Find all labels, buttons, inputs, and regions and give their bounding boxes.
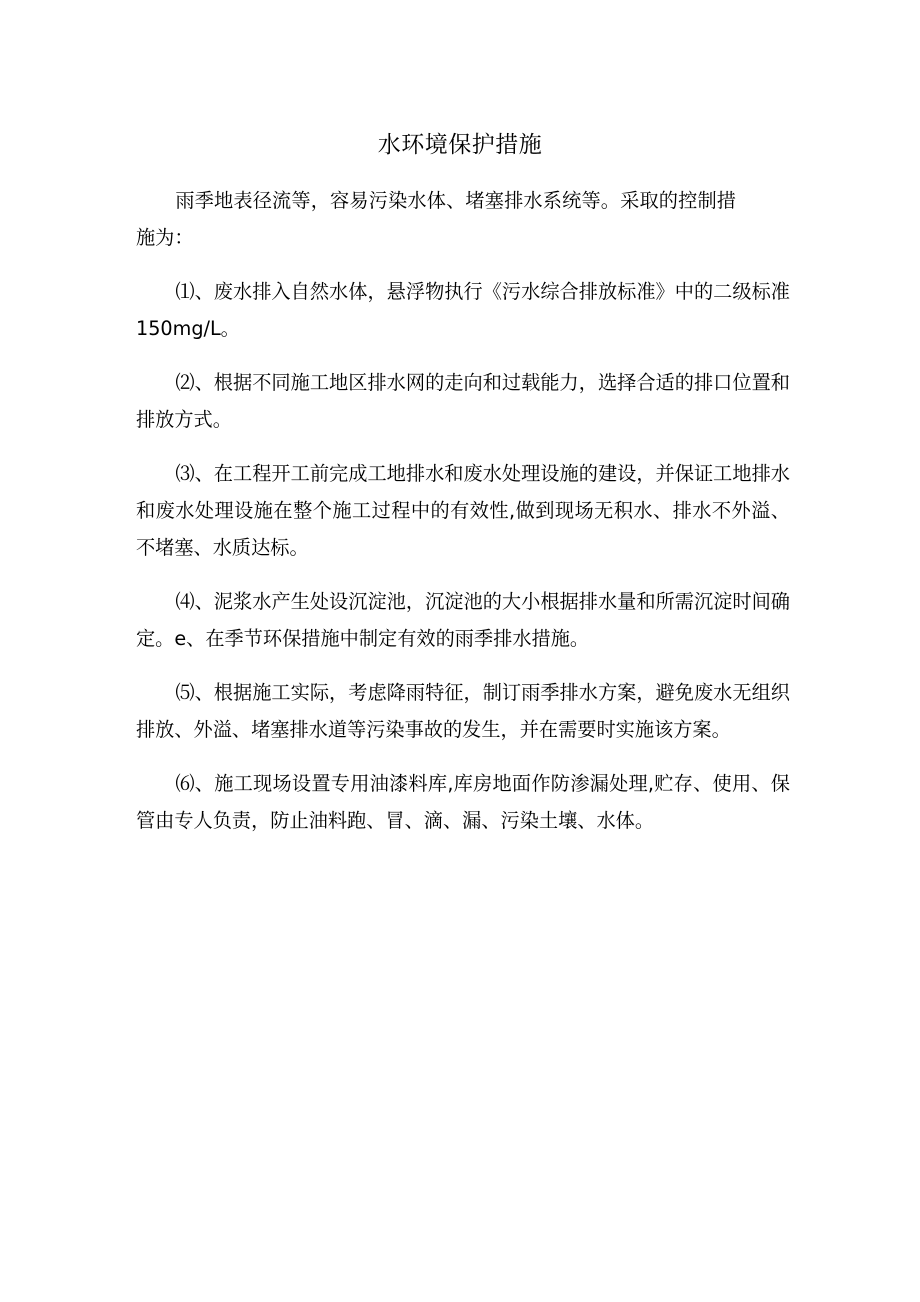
document-title: 水环境保护措施 [377,132,543,158]
intro-paragraph: 雨季地表径流等，容易污染水体、堵塞排水系统等。采取的控制措施为： [136,189,736,249]
measure-paragraph-3: ⑶、在工程开工前完成工地排水和废水处理设施的建设，并保证工地排水和废水处理设施在整个施工过程中的有效性,做到现场无积水、排水不外溢、不堵塞、水质达标。 [136,462,790,559]
document-body [136,182,790,839]
measure-paragraph-1: ⑴、废水排入自然水体，悬浮物执行《污水综合排放标准》中的二级标准150mg/L。 [136,280,790,340]
measure-paragraph-5: ⑸、根据施工实际，考虑降雨特征，制订雨季排水方案，避免废水无组织排放、外溢、堵塞排水道等污染事故的发生，并在需要时实施该方案。 [136,681,790,741]
measure-paragraph-2: ⑵、根据不同施工地区排水网的走向和过载能力，选择合适的排口位置和排放方式。 [136,371,790,431]
measure-paragraph-4: ⑷、泥浆水产生处设沉淀池，沉淀池的大小根据排水量和所需沉淀时间确定。e、在季节环保措施中制定有效的雨季排水措施。 [136,590,790,650]
measure-paragraph-6: ⑹、施工现场设置专用油漆料库,库房地面作防渗漏处理,贮存、使用、保管由专人负责，防止油料跑、冒、滴、漏、污染土壤、水体。 [136,772,790,832]
